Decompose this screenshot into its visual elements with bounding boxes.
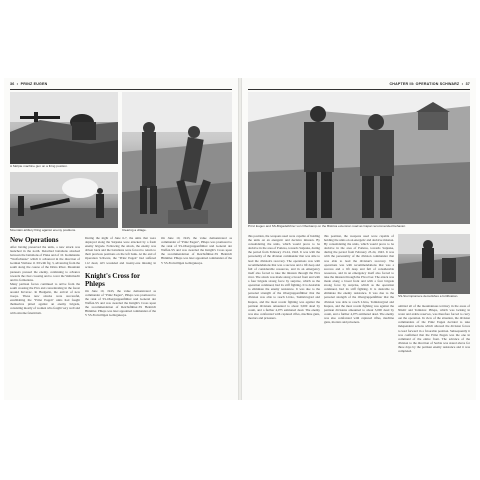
caption-photo-sturmpioniere: SS-Sturmpioniere demolishes a fortification. [398,294,459,298]
left-page [4,78,238,400]
right-col-2 [324,234,394,396]
photo-artillery [10,172,118,228]
text-right-col3 [398,304,470,353]
right-col-3 [398,304,470,396]
paragraph: On June 10, 1943, the value demonstrated as commander of "Prinz Eugen", Phleps was promoted to the rank of SS-Obergruppenführer und General der Waffen-SS and was awarded the Knight's Cross upon the recommendation of Reichsführer-SS Heinrich Himmler. Phleps was later appointed commander of the V SS-Freiwilligen Gebirgskorps. [85,288,156,318]
paragraph: this position, the weapons used were capable of holding the units on an energetic and decisive mission. By consolidating the units, which would prove to be decisive in the area of Potkrsa, towards Sutjeska, during the period from February 23-24, 1943. It was with the personality of the division commander that was able to lead the division's recovery. The operations was with recommendations that was a success and a lift deep and full of considerable resources, and in an emergency itself also forced to take the mission through the Piva river. The attack was made along a broad front and with a four brigade strong force by surprise, which as the operation continued, had its stiff fighting. It is desirable to eliminate the enemy resistance. It was due to the personal strength of the Obergruppenführer that the division was able to reach Livno, Tomislavgrad and Kupres, and the most recent fighting was against the partisan divisions amounted to about 3,000 dead by count, and a further 4,075 estimated dead. The enemy was also confronted with captured rifles, machine guns, mortars and prisoners. [248,234,320,320]
running-head-left: PRINZ EUGEN [20,82,48,86]
right-col-1 [248,234,320,396]
paragraph: this position, the weapons used were capable of holding the units on an energetic and decisive mission. By consolidating the units, which would prove to be decisive in the area of Potkrsa, towards Sutjeska, during the period from February 23-24, 1943. It was with the personality of the division commander that was able to lead the division's recovery. The operations was with recommendations that was a success and a lift deep and full of considerable resources, and in an emergency itself also forced to take the mission through the Piva river. The attack was made along a broad front and with a four brigade strong force by surprise, which as the operation continued, had its stiff fighting. It is desirable to eliminate the enemy resistance. It was due to the personal strength of the Obergruppenführer that the division was able to reach Livno, Tomislavgrad and Kupres, and the most recent fighting was against the partisan divisions amounted to about 3,000 dead by count, and a further 4,075 estimated dead. The enemy was also confronted with captured rifles, machine guns, mortars and prisoners. [324,234,394,324]
header-rule-right [248,89,470,90]
heading-new-operations: New Operations [10,236,59,244]
photo-machine-gun [10,92,118,164]
photo-clearing-village [122,92,232,228]
text-knights-cross [85,289,156,318]
photo-two-officers [248,92,470,224]
running-header-right: CHAPTER III: OPERATION SCHWARZ • 37 [389,82,470,86]
caption-photo-machine-gun: A Skripte machine gun on a firing position. [10,164,68,168]
text-right-column [161,236,232,265]
caption-photo-clearing-village: Clearing a village. [122,228,147,232]
paragraph: During the night of June 6-7, the units that were deployed along the Sutjeska were attacked by a fresh enemy brigade. Following the attack, the enemy was driven back and the battalions were forced to return to their previous positions on the left bank. At the end of Operation Schwarz, the "Prinz Eugen" had suffered 112 dead, 423 wounded and twenty-one missing in action. [85,236,156,269]
running-head-right: CHAPTER III: OPERATION SCHWARZ [389,82,460,86]
text-right-col1 [248,234,320,320]
paragraph: On June 10, 1943, the value demonstrated as commander of "Prinz Eugen", Phleps was promoted to the rank of SS-Obergruppenführer und General der Waffen-SS and was awarded the Knight's Cross upon the recommendation of Reichsführer-SS Heinrich Himmler. Phleps was later appointed commander of the V SS-Freiwilligen Gebirgskorps. [161,236,232,265]
text-right-col2 [324,234,394,324]
left-col-2 [85,236,156,396]
left-col-3 [161,236,232,396]
photo-sturmpioniere [398,234,470,294]
right-page [242,78,476,400]
paragraph: Many partisan forces continued to arrive from the south crossing the Piva and concentrating in the forest around Krvavac. In Budgerin, the arrival of new troops. These new attacks were successful, establishing the "Prinz Eugen" units had fought themselves pitted against an enemy brigade, consisting mostly of women who fought very well and with extreme fanaticism. [10,281,80,315]
caption-photo-artillery: Mountain artillery firing against enemy positions. [10,228,77,232]
header-rule-left [10,89,232,90]
left-col-1 [10,236,80,396]
text-mid-column [85,236,156,269]
page-number-right: 37 [465,82,470,86]
caption-photo-two-officers: Prinz Eugen and SS-Brigadeführer von Oberkamp on the Bistrica extension road as Capar recommended behavior. [248,224,406,228]
book-spread [4,78,476,400]
running-header-left: 36 • PRINZ EUGEN [10,82,48,86]
paragraph: After having preserved the units, a new attack was launched in the north. Detached battalions attacked between the battalions of Plaka and of 10. Kommando "Wolfschanze" which it advanced in the direction of German Visibase 11 III with fig. 3, advancing from the south along the course of the Drina River. Mountain pioneers pressed the enemy, continuing to advance towards the river crossing and to cover the Wehrmacht and its formations. [10,245,80,282]
text-new-operations [10,245,80,315]
page-number-left: 36 [10,82,15,86]
paragraph: omitted all of the mountainous territory in the areas of Nikšić and Tomislav. Phleps, which was lacking in water and arable reserves, was therefore forced to carry out the operation. In view of the situation, the division commanders of the Prinz Eugen decided to take independent actions which allowed the division forces to lead forward in a favorable position. Subsequently it was confirmed that the Prinz Eugen was the one in command of the entire front. The advance of the division to the direction of Serbia was stated above for three days by the partisan enemy resistance and it was completed. [398,304,470,354]
heading-knights-cross: Knight's Cross for Phleps [85,271,140,288]
